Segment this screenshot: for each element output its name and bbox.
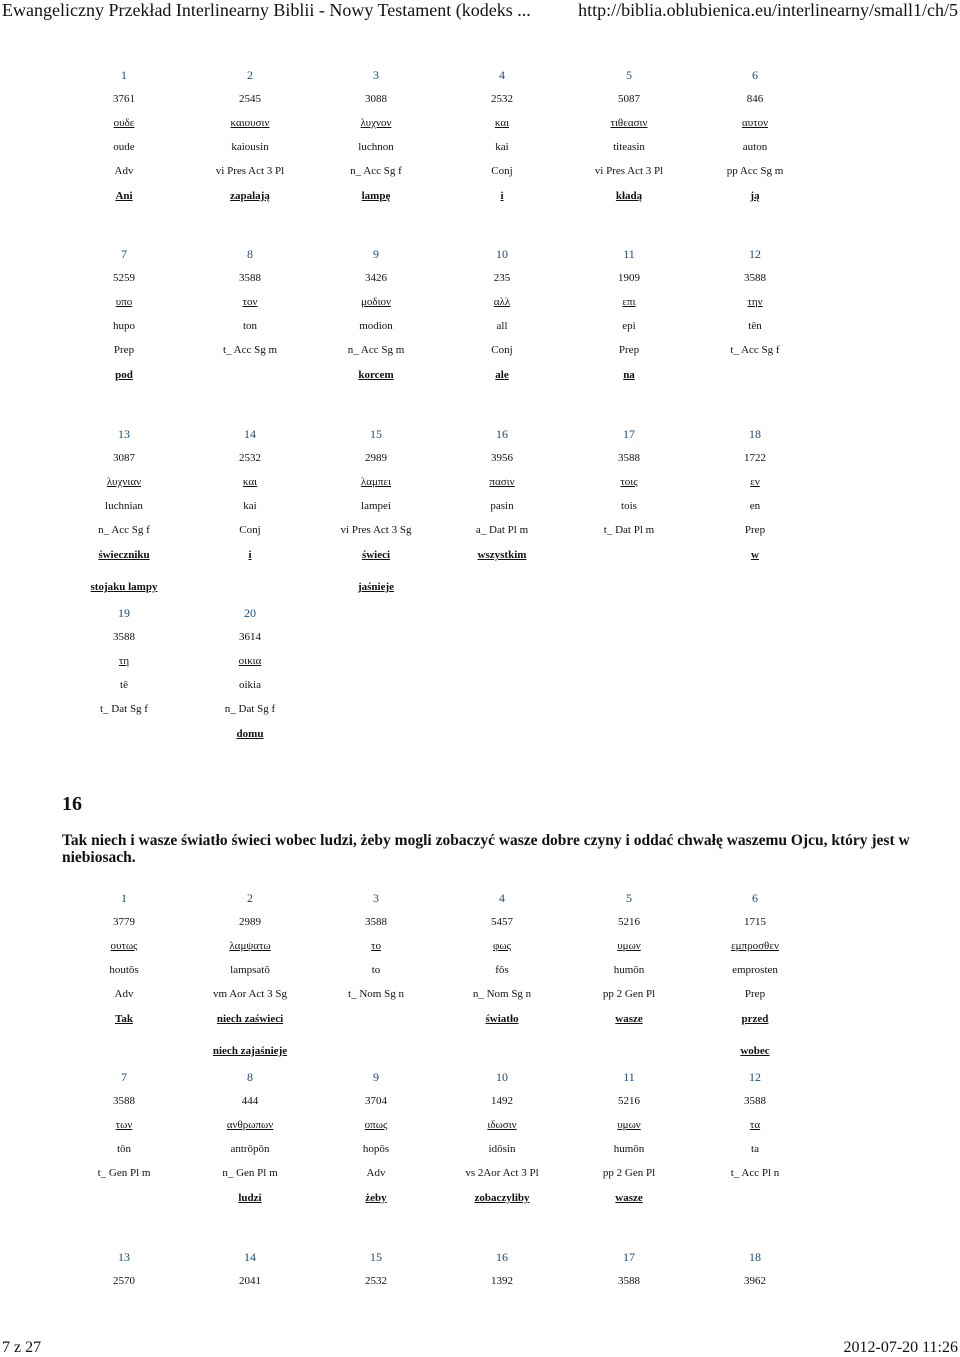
cell-strongs: 5216 — [618, 916, 640, 928]
cell-greek[interactable]: λαμπει — [360, 476, 392, 488]
cell-nums: 18 — [749, 1250, 761, 1264]
cell-strongs: 5457 — [491, 916, 513, 928]
cell-strongs: 3588 — [365, 916, 387, 928]
row-nums — [0, 68, 960, 84]
cell-nums: 19 — [118, 606, 130, 620]
cell-nums: 9 — [373, 247, 379, 261]
cell-strongs: 3962 — [744, 1275, 766, 1287]
cell-translit: oikia — [239, 679, 261, 691]
cell-morph: vi Pres Act 3 Pl — [594, 165, 664, 177]
page-url: http://biblia.oblubienica.eu/interlinearny/small1/ch/5 — [578, 0, 958, 20]
document-title: Ewangeliczny Przekład Interlinearny Biblii - Nowy Testament (kodeks ... — [2, 0, 531, 20]
cell-polish[interactable]: domu — [236, 728, 264, 740]
cell-morph: t_ Acc Sg f — [730, 344, 780, 356]
cell-translit: humōn — [613, 1143, 645, 1155]
cell-nums: 11 — [623, 247, 635, 261]
cell-morph: Conj — [239, 524, 261, 536]
cell-polish[interactable]: świeczniku — [98, 549, 150, 561]
cell-strongs: 3588 — [618, 1275, 640, 1287]
cell-strongs: 1909 — [618, 272, 640, 284]
cell-greek[interactable]: λαμψατω — [229, 940, 271, 952]
cell-polish[interactable]: i — [500, 190, 504, 202]
cell-strongs: 3761 — [113, 93, 135, 105]
row-strongs — [0, 451, 960, 467]
cell-strongs: 3956 — [491, 452, 513, 464]
row-strongs — [0, 630, 960, 646]
cell-polish[interactable]: zobaczyliby — [474, 1192, 530, 1204]
cell-nums: 20 — [244, 606, 256, 620]
cell-nums: 15 — [370, 1250, 382, 1264]
row-translit — [0, 678, 960, 694]
cell-strongs: 3088 — [365, 93, 387, 105]
row-morph — [0, 987, 960, 1003]
cell-translit: ta — [751, 1143, 759, 1155]
cell-strongs: 2570 — [113, 1275, 135, 1287]
cell-polish[interactable]: niech zaświeci — [216, 1013, 284, 1025]
cell-strongs: 5216 — [618, 1095, 640, 1107]
row-greek — [0, 475, 960, 491]
cell-strongs: 5087 — [618, 93, 640, 105]
row-polish — [0, 727, 960, 743]
cell-nums: 2 — [247, 891, 253, 905]
row-greek — [0, 654, 960, 670]
cell-polish[interactable]: przed — [741, 1013, 769, 1025]
cell-morph: n_ Acc Sg f — [350, 165, 402, 177]
cell-nums: 11 — [623, 1070, 635, 1084]
cell-translit: tē — [120, 679, 128, 691]
row-translit — [0, 319, 960, 335]
cell-greek[interactable]: ανθρωπων — [226, 1119, 274, 1131]
cell-translit: humōn — [613, 964, 645, 976]
cell-nums: 17 — [623, 427, 635, 441]
cell-morph: t_ Dat Sg f — [100, 703, 148, 715]
cell-greek[interactable]: εμπροσθεν — [731, 940, 779, 952]
cell-greek[interactable]: οικια — [238, 655, 262, 667]
cell-polish[interactable]: Tak — [115, 1013, 133, 1025]
cell-greek[interactable]: την — [747, 296, 763, 308]
cell-polish[interactable]: lampę — [361, 190, 391, 202]
print-datetime: 2012-07-20 11:26 — [843, 1339, 958, 1356]
cell-greek[interactable]: υμων — [617, 940, 641, 952]
cell-strongs: 3614 — [239, 631, 261, 643]
cell-morph: pp 2 Gen Pl — [602, 1167, 656, 1179]
cell-morph: vi Pres Act 3 Pl — [215, 165, 285, 177]
row-greek — [0, 295, 960, 311]
cell-greek[interactable]: των — [115, 1119, 133, 1131]
row-greek — [0, 939, 960, 955]
cell-translit: idōsin — [488, 1143, 516, 1155]
cell-nums: 16 — [496, 1250, 508, 1264]
cell-translit: to — [371, 964, 381, 976]
row-polish — [0, 368, 960, 384]
cell-strongs: 1492 — [491, 1095, 513, 1107]
row-nums — [0, 891, 960, 907]
cell-nums: 8 — [247, 247, 253, 261]
cell-polish[interactable]: świeci — [361, 549, 391, 561]
cell-polish[interactable]: wszystkim — [477, 549, 527, 561]
cell-nums: 3 — [373, 891, 379, 905]
cell-nums: 17 — [623, 1250, 635, 1264]
cell-nums: 15 — [370, 427, 382, 441]
row-polish — [0, 189, 960, 205]
cell-nums: 6 — [752, 891, 758, 905]
cell-morph: Conj — [491, 165, 513, 177]
cell-strongs: 3704 — [365, 1095, 387, 1107]
cell-strongs: 3588 — [618, 452, 640, 464]
cell-polish[interactable]: w — [751, 549, 759, 561]
cell-translit: titeasin — [613, 141, 645, 153]
cell-morph: t_ Acc Pl n — [730, 1167, 780, 1179]
cell-morph: vi Pres Act 3 Sg — [340, 524, 412, 536]
cell-strongs: 235 — [493, 272, 511, 284]
cell-strongs: 1722 — [744, 452, 766, 464]
cell-morph: t_ Acc Sg m — [222, 344, 278, 356]
cell-greek[interactable]: επι — [622, 296, 636, 308]
cell-morph: Prep — [744, 524, 766, 536]
cell-polish[interactable]: korcem — [358, 369, 394, 381]
row-nums — [0, 1250, 960, 1266]
cell-polish[interactable]: żeby — [365, 1192, 387, 1204]
cell-morph: Prep — [618, 344, 640, 356]
cell-translit: oude — [113, 141, 135, 153]
cell-alt[interactable]: jaśnieje — [357, 581, 395, 593]
row-strongs — [0, 1274, 960, 1290]
cell-greek[interactable]: τοις — [620, 476, 638, 488]
cell-translit: hupo — [113, 320, 135, 332]
cell-translit: luchnian — [105, 500, 143, 512]
cell-greek[interactable]: πασιν — [489, 476, 515, 488]
cell-polish[interactable]: i — [248, 549, 252, 561]
cell-morph: t_ Nom Sg n — [348, 988, 404, 1000]
cell-nums: 4 — [499, 891, 505, 905]
cell-translit: lampsatō — [230, 964, 270, 976]
cell-translit: fōs — [495, 964, 509, 976]
cell-morph: Conj — [491, 344, 513, 356]
cell-morph: pp Acc Sg m — [726, 165, 784, 177]
cell-nums: 10 — [496, 1070, 508, 1084]
cell-polish[interactable]: ludzi — [238, 1192, 262, 1204]
cell-nums: 9 — [373, 1070, 379, 1084]
row-polish — [0, 548, 960, 564]
row-translit — [0, 499, 960, 515]
cell-polish[interactable]: na — [623, 369, 635, 381]
cell-morph: vs 2Aor Act 3 Pl — [465, 1167, 539, 1179]
cell-strongs: 846 — [746, 93, 764, 105]
row-greek — [0, 116, 960, 132]
cell-polish[interactable]: ale — [495, 369, 509, 381]
cell-greek[interactable]: αυτον — [741, 117, 769, 129]
page-footer — [0, 1339, 960, 1357]
cell-strongs: 3426 — [365, 272, 387, 284]
cell-strongs: 3779 — [113, 916, 135, 928]
row-nums — [0, 247, 960, 263]
cell-morph: n_ Gen Pl m — [222, 1167, 278, 1179]
cell-polish[interactable]: wasze — [615, 1192, 643, 1204]
cell-nums: 13 — [118, 1250, 130, 1264]
cell-greek[interactable]: ουδε — [113, 117, 135, 129]
cell-strongs: 3588 — [239, 272, 261, 284]
cell-greek[interactable]: τον — [242, 296, 258, 308]
cell-greek[interactable]: τιθεασιν — [610, 117, 648, 129]
page-header — [0, 0, 960, 22]
cell-greek[interactable]: ουτως — [110, 940, 138, 952]
cell-nums: 12 — [749, 247, 761, 261]
cell-morph: n_ Acc Sg m — [347, 344, 405, 356]
cell-greek[interactable]: λυχνιαν — [106, 476, 142, 488]
cell-translit: lampei — [361, 500, 391, 512]
cell-nums: 7 — [121, 1070, 127, 1084]
cell-nums: 10 — [496, 247, 508, 261]
row-translit — [0, 140, 960, 156]
cell-alt[interactable]: niech zajaśnieje — [212, 1045, 288, 1057]
cell-translit: auton — [742, 141, 768, 153]
cell-strongs: 1715 — [744, 916, 766, 928]
cell-nums: 18 — [749, 427, 761, 441]
row-morph — [0, 702, 960, 718]
cell-nums: 5 — [626, 891, 632, 905]
cell-greek[interactable]: εν — [750, 476, 760, 488]
cell-strongs: 2989 — [239, 916, 261, 928]
cell-nums: 4 — [499, 68, 505, 82]
cell-greek[interactable]: ιδωσιν — [487, 1119, 517, 1131]
cell-polish[interactable]: kładą — [615, 190, 643, 202]
cell-strongs: 1392 — [491, 1275, 513, 1287]
cell-morph: pp 2 Gen Pl — [602, 988, 656, 1000]
cell-greek[interactable]: το — [371, 940, 381, 952]
cell-strongs: 3588 — [113, 1095, 135, 1107]
cell-alt[interactable]: stojaku lampy — [90, 581, 158, 593]
cell-translit: epi — [622, 320, 636, 332]
cell-nums: 1 — [121, 891, 127, 905]
cell-strongs: 2989 — [365, 452, 387, 464]
cell-translit: en — [749, 500, 761, 512]
cell-greek[interactable]: υπο — [115, 296, 133, 308]
cell-alt[interactable]: wobec — [740, 1045, 770, 1057]
cell-nums: 14 — [244, 1250, 256, 1264]
cell-greek[interactable]: τη — [118, 655, 130, 667]
cell-translit: modion — [359, 320, 393, 332]
cell-morph: Prep — [744, 988, 766, 1000]
row-morph — [0, 1166, 960, 1182]
cell-translit: luchnon — [358, 141, 394, 153]
cell-morph: Prep — [113, 344, 135, 356]
cell-morph: n_ Dat Sg f — [224, 703, 276, 715]
verse-number: 16 — [62, 793, 82, 815]
cell-polish[interactable]: zapalają — [230, 190, 270, 202]
row-strongs — [0, 271, 960, 287]
verse-text: Tak niech i wasze światło świeci wobec ludzi, żeby mogli zobaczyć wasze dobre czyny i oddać chwałę waszemu Ojcu, który jest w niebiosach. — [62, 832, 910, 866]
cell-polish[interactable]: światło — [485, 1013, 519, 1025]
cell-polish[interactable]: ją — [750, 190, 760, 202]
row-polish — [0, 1012, 960, 1028]
cell-strongs: 5259 — [113, 272, 135, 284]
row-translit — [0, 1142, 960, 1158]
row-strongs — [0, 915, 960, 931]
cell-morph: vm Aor Act 3 Sg — [213, 988, 287, 1000]
row-nums — [0, 606, 960, 622]
cell-greek[interactable]: οπως — [364, 1119, 388, 1131]
cell-translit: tēn — [748, 320, 762, 332]
cell-translit: antrōpōn — [230, 1143, 270, 1155]
row-nums — [0, 1070, 960, 1086]
cell-greek[interactable]: καιουσιν — [230, 117, 270, 129]
row-polish — [0, 1191, 960, 1207]
cell-strongs: 3588 — [744, 1095, 766, 1107]
row-morph — [0, 523, 960, 539]
cell-translit: pasin — [490, 500, 514, 512]
cell-strongs: 2041 — [239, 1275, 261, 1287]
cell-translit: all — [496, 320, 508, 332]
cell-polish[interactable]: wasze — [615, 1013, 643, 1025]
cell-greek[interactable]: αλλ — [493, 296, 511, 308]
cell-translit: emprosten — [732, 964, 778, 976]
cell-morph: t_ Dat Pl m — [603, 524, 655, 536]
cell-strongs: 2532 — [365, 1275, 387, 1287]
cell-greek[interactable]: φως — [493, 940, 511, 952]
cell-morph: Adv — [114, 988, 134, 1000]
cell-morph: a_ Dat Pl m — [475, 524, 529, 536]
cell-morph: Adv — [114, 165, 134, 177]
row-greek — [0, 1118, 960, 1134]
cell-strongs: 3588 — [113, 631, 135, 643]
cell-translit: hopōs — [362, 1143, 390, 1155]
cell-translit: kai — [243, 500, 257, 512]
cell-strongs: 3087 — [113, 452, 135, 464]
cell-morph: n_ Nom Sg n — [472, 988, 532, 1000]
cell-nums: 13 — [118, 427, 130, 441]
cell-polish[interactable]: pod — [115, 369, 133, 381]
cell-greek[interactable]: και — [242, 476, 258, 488]
cell-translit: kai — [495, 141, 509, 153]
row-strongs — [0, 1094, 960, 1110]
cell-polish[interactable]: Ani — [115, 190, 133, 202]
cell-greek[interactable]: τα — [749, 1119, 761, 1131]
cell-greek[interactable]: και — [494, 117, 510, 129]
cell-translit: kaiousin — [231, 141, 269, 153]
row-translit — [0, 963, 960, 979]
row-strongs — [0, 92, 960, 108]
cell-strongs: 2545 — [239, 93, 261, 105]
cell-nums: 8 — [247, 1070, 253, 1084]
cell-morph: n_ Acc Sg f — [98, 524, 150, 536]
row-alt — [0, 1044, 960, 1060]
cell-nums: 5 — [626, 68, 632, 82]
cell-nums: 16 — [496, 427, 508, 441]
row-alt — [0, 580, 960, 596]
cell-morph: Adv — [366, 1167, 386, 1179]
cell-strongs: 2532 — [491, 93, 513, 105]
cell-strongs: 2532 — [239, 452, 261, 464]
cell-strongs: 444 — [241, 1095, 259, 1107]
cell-translit: ton — [242, 320, 258, 332]
cell-nums: 1 — [121, 68, 127, 82]
cell-nums: 7 — [121, 247, 127, 261]
cell-greek[interactable]: λυχνον — [360, 117, 392, 129]
cell-greek[interactable]: υμων — [617, 1119, 641, 1131]
cell-nums: 3 — [373, 68, 379, 82]
cell-nums: 12 — [749, 1070, 761, 1084]
cell-nums: 14 — [244, 427, 256, 441]
cell-translit: tōn — [116, 1143, 132, 1155]
row-morph — [0, 343, 960, 359]
cell-morph: t_ Gen Pl m — [97, 1167, 151, 1179]
cell-greek[interactable]: μοδιον — [360, 296, 391, 308]
page-count: 7 z 27 — [2, 1339, 42, 1356]
cell-translit: tois — [621, 500, 637, 512]
cell-translit: houtōs — [109, 964, 139, 976]
cell-nums: 2 — [247, 68, 253, 82]
cell-nums: 6 — [752, 68, 758, 82]
cell-strongs: 3588 — [744, 272, 766, 284]
row-morph — [0, 164, 960, 180]
row-nums — [0, 427, 960, 443]
